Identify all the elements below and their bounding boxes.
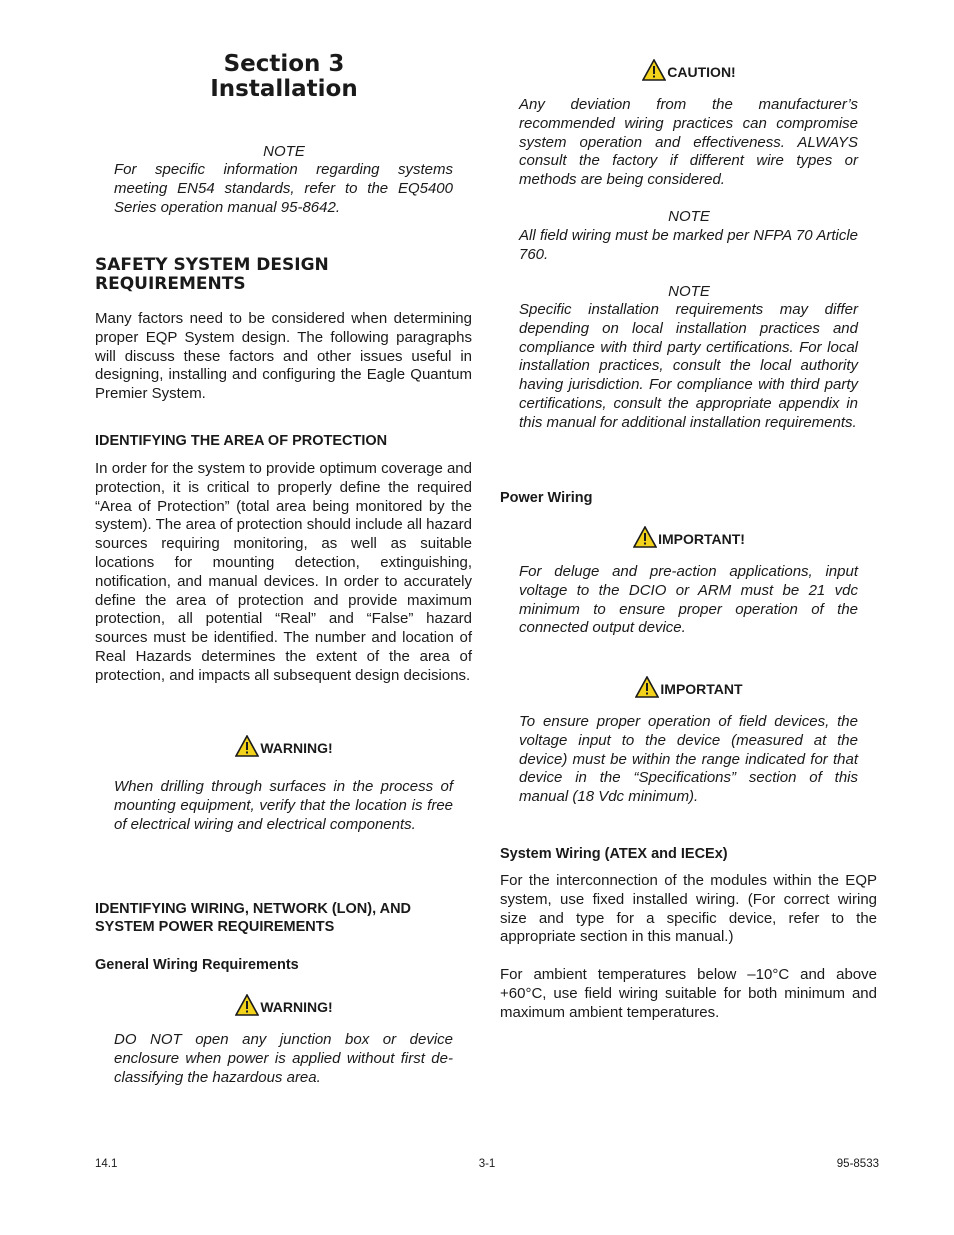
subheading-general-wiring: General Wiring Requirements bbox=[95, 957, 299, 973]
area-paragraph: In order for the system to provide optimum coverage and protection, it is critical to properly define the required “Area of Protection” (total area being monitored by the system). The area of protection should include all hazard sources requiring monitoring, as well as suitable locations for mounting detection, extinguishing, notification, and manual devices. In order to accurately define the area of protection and provide maximum protection, all potential “Real” and “False” hazard sources must be identified. The number and location of Real Hazards determines the extent of the area of protection, and impacts all subsequent design decisions. bbox=[95, 460, 472, 684]
section-heading-area: IDENTIFYING THE AREA OF PROTECTION bbox=[95, 433, 388, 449]
warning-text: DO NOT open any junction box or device enclosure when power is applied without first de-classifying the hazardous area. bbox=[114, 1031, 453, 1086]
note-label: NOTE bbox=[668, 283, 710, 300]
subheading-power-wiring: Power Wiring bbox=[500, 490, 593, 506]
note-label: NOTE bbox=[668, 208, 710, 225]
note-text: All field wiring must be marked per NFPA 70 Article 760. bbox=[519, 227, 858, 263]
warning-triangle-icon bbox=[235, 994, 259, 1016]
caution-banner bbox=[519, 59, 859, 81]
note-text: Specific installation requirements may differ depending on local installation practices and compliance with third party certifications. For local installation practices, consult the local authority having jurisdiction. For compliance with third party certifications, consult the appropriate appendix in this manual for additional installation requirements. bbox=[519, 301, 858, 431]
note-label: NOTE bbox=[263, 143, 305, 160]
warning-label: WARNING! bbox=[260, 999, 333, 1015]
important-label: IMPORTANT! bbox=[658, 531, 745, 547]
section-heading-safety: SAFETY SYSTEM DESIGN REQUIREMENTS bbox=[95, 255, 329, 294]
important-banner bbox=[519, 676, 859, 698]
footer-page-number: 3-1 bbox=[478, 1158, 496, 1170]
warning-triangle-icon bbox=[235, 735, 259, 757]
footer-revision: 14.1 bbox=[95, 1158, 118, 1170]
caution-label: CAUTION! bbox=[667, 64, 736, 80]
section-title: Installation bbox=[210, 76, 358, 102]
ambient-temperature-paragraph: For ambient temperatures below –10°C and above +60°C, use field wiring suitable for both minimum and maximum ambient temperatures. bbox=[500, 966, 877, 1021]
warning-banner bbox=[114, 735, 454, 757]
warning-triangle-icon bbox=[642, 59, 666, 81]
section-number: Section 3 bbox=[223, 51, 345, 77]
important-text: To ensure proper operation of field devices, the voltage input to the device (measured at the device) must be within the range indicated for that device in the “Specifications” section of this manual (18 Vdc minimum). bbox=[519, 713, 858, 806]
system-wiring-paragraph: For the interconnection of the modules within the EQP system, use fixed installed wiring. (For correct wiring size and type for a specific device, refer to the appropriate section in this manual.) bbox=[500, 872, 877, 946]
footer-document-number: 95-8533 bbox=[836, 1158, 879, 1170]
warning-label: WARNING! bbox=[260, 740, 333, 756]
subheading-system-wiring: System Wiring (ATEX and IECEx) bbox=[500, 846, 728, 862]
important-text: For deluge and pre-action applications, input voltage to the DCIO or ARM must be 21 vdc minimum to ensure proper operation of the connected output device. bbox=[519, 563, 858, 637]
important-banner bbox=[519, 526, 859, 548]
page-title bbox=[96, 52, 472, 102]
warning-triangle-icon bbox=[635, 676, 659, 698]
caution-text: Any deviation from the manufacturer’s recommended wiring practices can compromise system operation and effectiveness. ALWAYS consult the factory if different wire types or methods are being considered. bbox=[519, 96, 858, 189]
note-text: For specific information regarding systems meeting EN54 standards, refer to the EQ5400 Series operation manual 95-8642. bbox=[114, 161, 453, 216]
important-label: IMPORTANT bbox=[660, 681, 743, 697]
safety-paragraph: Many factors need to be considered when determining proper EQP System design. The following paragraphs will discuss these factors and other issues useful in designing, installing and configuring the Eagle Quantum Premier System. bbox=[95, 310, 472, 403]
warning-text: When drilling through surfaces in the process of mounting equipment, verify that the location is free of electrical wiring and electrical components. bbox=[114, 778, 453, 833]
warning-triangle-icon bbox=[633, 526, 657, 548]
section-heading-wiring: IDENTIFYING WIRING, NETWORK (LON), AND SYSTEM POWER REQUIREMENTS bbox=[95, 901, 412, 935]
warning-banner bbox=[114, 994, 454, 1016]
